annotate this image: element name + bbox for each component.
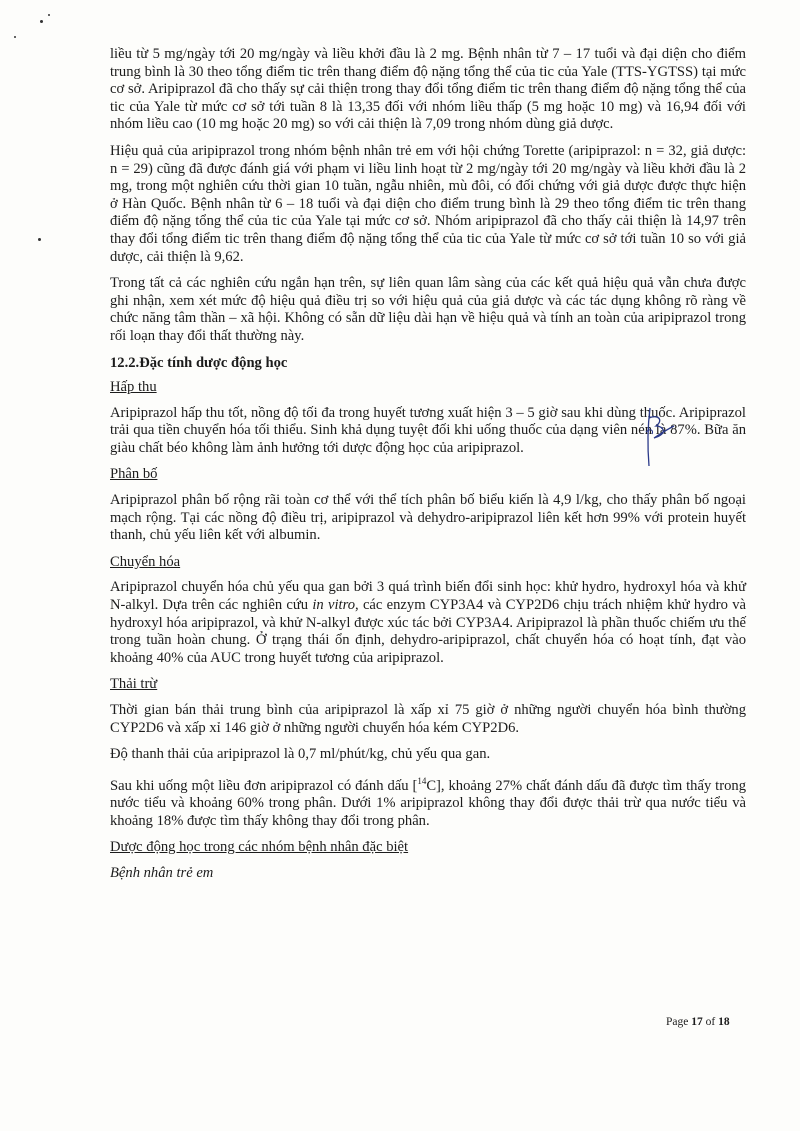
page-footer <box>666 1016 730 1028</box>
paragraph-absorption: Aripiprazol hấp thu tốt, nồng độ tối đa trong huyết tương xuất hiện 3 – 5 giờ sau khi dùng thuốc. Aripiprazol trải qua tiền chuyển hóa tối thiểu. Sinh khả dụng tuyệt đối khi uống thuốc của dạng viên nén là 87%. Bữa ăn giàu chất béo không làm ảnh hưởng tới dược động học của aripiprazol. <box>110 404 746 456</box>
metabolism-text-part: , các enzym CYP3A4 và CYP2D6 chịu trách nhiệm khử hydro và hydroxyl hóa aripiprazol, và khử N-alkyl được xúc tác bởi CYP3A4. Aripiprazol là phần thuốc chiếm ưu thế trong tuần hoàn chung. Ở trạng thái ổn định, dehydro-aripiprazol, chất chuyển hóa có hoạt tính, đạt vào khoảng 40% của AUC trong huyết tương của aripiprazol. <box>110 597 746 666</box>
scan-speck <box>14 36 16 38</box>
page-word: Page <box>666 1016 689 1028</box>
scan-speck <box>38 238 41 241</box>
subsection-title-metabolism: Chuyển hóa <box>110 553 181 570</box>
elimination-text-part: C], khoảng 27% chất đánh dấu đã được tìm thấy trong nước tiểu và khoảng 60% trong phân. Dưới 1% aripiprazol không thay đổi được thải trừ qua nước tiểu và khoảng 18% được tìm thấy không thay đổi trong phân. <box>110 777 746 829</box>
subsection-title-absorption: Hấp thu <box>110 379 157 396</box>
paragraph: Hiệu quả của aripiprazol trong nhóm bệnh nhân trẻ em với hội chứng Torette (aripiprazol: n = 32, giả dược: n = 29) cũng đã được đánh giá với phạm vi liều linh hoạt từ 2 mg/ngày tới 20 mg/ngày và liều khởi đầu là 2 mg, trong một nghiên cứu thời gian 10 tuần, ngẫu nhiên, mù đôi, có đối chứng với giả dược được thực hiện ở Hàn Quốc. Bệnh nhân từ 6 – 18 tuổi và đại diện cho điểm trung bình là 29 theo tổng điểm tic trên thang điểm độ nặng tổng thể của tic của Yale tại mức cơ sở. Nhóm aripiprazol đã cho thấy cải thiện là 14,97 trên thay đổi tổng điểm tic trên thang điểm độ nặng tổng thể của tic của Yale từ mức cơ sở tới tuần 10 so với giả dược, cải thiện là 9,62. <box>110 142 746 265</box>
handwritten-signature <box>636 404 676 474</box>
paragraph-elimination-3 <box>110 773 746 831</box>
paragraph-distribution: Aripiprazol phân bố rộng rãi toàn cơ thể với thể tích phân bố biểu kiến là 4,9 l/kg, cho thấy phân bố ngoại mạch rộng. Tại các nồng độ điều trị, aripiprazol và dehydro-aripiprazol liên kết hơn 99% với protein huyết thanh, chủ yếu liên kết với albumin. <box>110 492 746 544</box>
metabolism-italic-term: in vitro <box>312 597 356 614</box>
scan-speck <box>40 20 43 23</box>
paragraph-metabolism <box>110 579 746 667</box>
subsubsection-title-pediatric: Bệnh nhân trẻ em <box>110 865 214 882</box>
scan-speck <box>48 14 50 16</box>
isotope-superscript: 14 <box>417 775 427 786</box>
paragraph-elimination-1: Thời gian bán thải trung bình của aripiprazol là xấp xỉ 75 giờ ở những người chuyển hóa bình thường CYP2D6 và xấp xỉ 146 giờ ở những người chuyển hóa kém CYP2D6. <box>110 702 746 736</box>
of-word: of <box>705 1016 716 1028</box>
subsection-title-special-populations: Dược động học trong các nhóm bệnh nhân đặc biệt <box>110 839 409 856</box>
page-number: 17 <box>691 1016 703 1028</box>
elimination-text-part: Sau khi uống một liều đơn aripiprazol có đánh dấu [ <box>110 777 418 794</box>
paragraph: Trong tất cả các nghiên cứu ngắn hạn trên, sự liên quan lâm sàng của các kết quả hiệu quả vẫn chưa được ghi nhận, xem xét mức độ hiệu quả điều trị so với hiệu quả của giả dược và các tác dụng không rõ ràng về chức năng tâm thần – xã hội. Không có sẵn dữ liệu dài hạn về hiệu quả và tính an toàn của aripiprazol trong rối loạn thay đổi thất thường này. <box>110 275 746 344</box>
paragraph-elimination-2: Độ thanh thải của aripiprazol là 0,7 ml/phút/kg, chủ yếu qua gan. <box>110 746 491 763</box>
subsection-title-distribution: Phân bố <box>110 466 158 483</box>
subsection-title-elimination: Thải trừ <box>110 676 158 693</box>
total-pages: 18 <box>718 1016 730 1028</box>
metabolism-text-part: Aripiprazol chuyển hóa chủ yếu qua gan bởi 3 quá trình biến đổi sinh học: khử hydro, hydroxyl hóa và khử N-alkyl. Dựa trên các nghiên cứu <box>110 579 746 614</box>
section-heading: 12.2.Đặc tính dược động học <box>110 354 288 371</box>
paragraph: liều từ 5 mg/ngày tới 20 mg/ngày và liều khởi đầu là 2 mg. Bệnh nhân từ 7 – 17 tuổi và đại diện cho điểm trung bình là 30 theo tổng điểm tic trên thang điểm độ nặng tổng thể của tic của Yale (TTS-YGTSS) tại mức cơ sở. Aripiprazol đã cho thấy sự cải thiện trong thay đổi tổng điểm tic trên thang điểm độ nặng tổng thể của tic của Yale từ mức cơ sở tới tuần 8 là 13,35 đối với nhóm liều thấp (5 mg hoặc 10 mg) và 16,94 đối với nhóm liều cao (10 mg hoặc 20 mg) so với cải thiện là 7,09 trong nhóm dùng giả dược. <box>110 46 746 133</box>
